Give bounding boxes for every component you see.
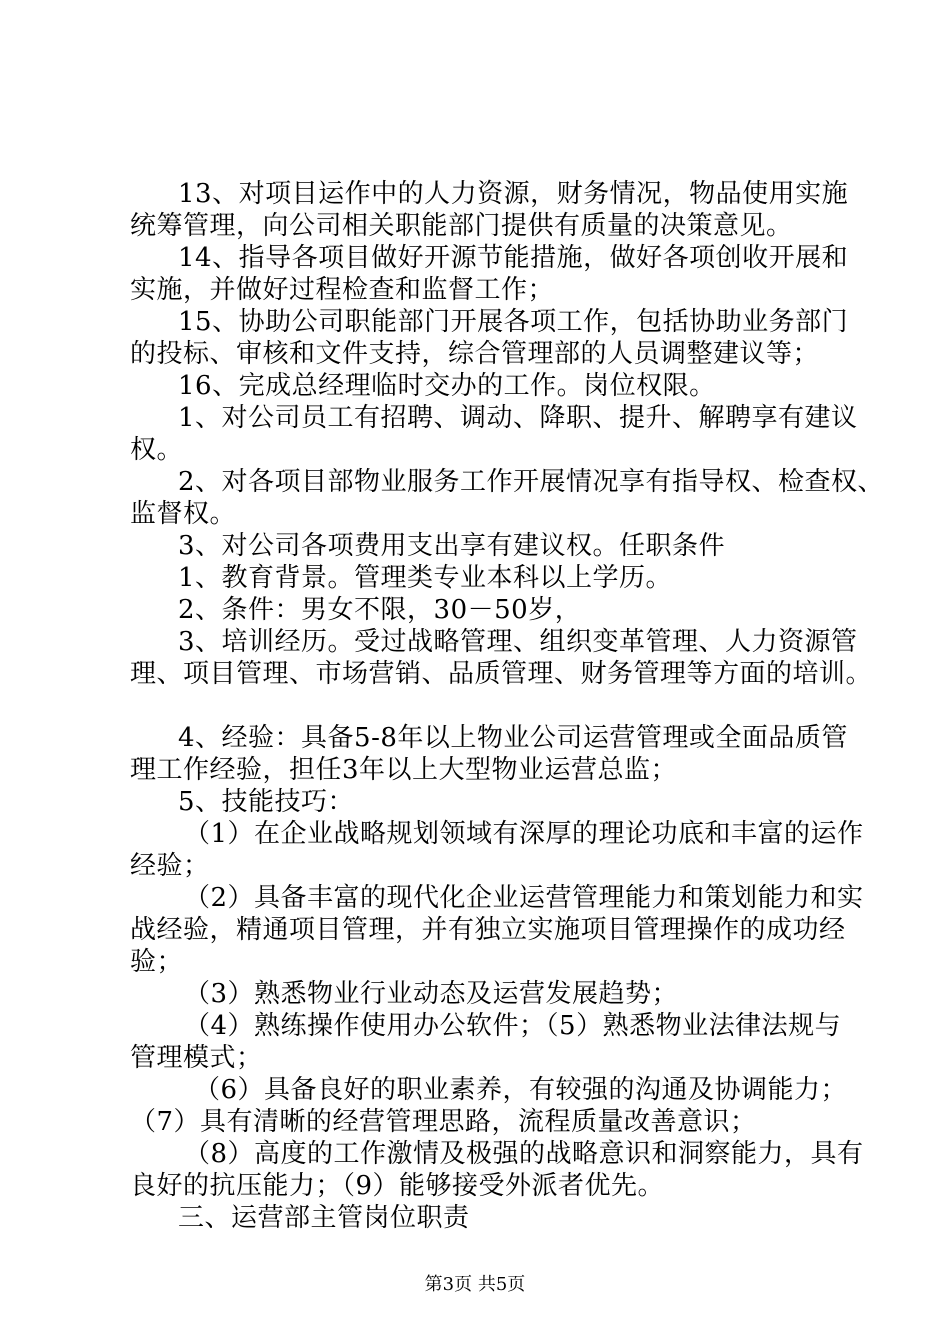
page-footer: 第3页 共5页: [424, 1274, 526, 1295]
text-line: 13、对项目运作中的人力资源，财务情况，物品使用实施: [178, 179, 849, 209]
text-line: 良好的抗压能力；（9）能够接受外派者优先。: [130, 1171, 665, 1201]
text-line: 2、对各项目部物业服务工作开展情况享有指导权、检查权、: [178, 467, 885, 497]
text-line: 2、条件：男女不限，30－50岁，: [178, 595, 582, 625]
text-line: 15、协助公司职能部门开展各项工作，包括协助业务部门: [178, 307, 849, 337]
text-line: （1）在企业战略规划领域有深厚的理论功底和丰富的运作: [184, 819, 864, 849]
text-line: （3）熟悉物业行业动态及运营发展趋势；: [184, 979, 679, 1009]
text-line: 的投标、审核和文件支持，综合管理部的人员调整建议等；: [130, 339, 820, 369]
text-line: 实施，并做好过程检查和监督工作；: [130, 275, 555, 305]
text-line: 14、指导各项目做好开源节能措施，做好各项创收开展和: [178, 243, 849, 273]
text-line: 16、完成总经理临时交办的工作。岗位权限。: [178, 371, 716, 401]
text-line: 5、技能技巧：: [178, 787, 355, 817]
text-line: 理、项目管理、市场营销、品质管理、财务管理等方面的培训。: [130, 659, 873, 689]
text-line: 3、培训经历。受过战略管理、组织变革管理、人力资源管: [178, 627, 858, 657]
section-heading: 三、运营部主管岗位职责: [178, 1203, 470, 1233]
text-line: 管理模式；: [130, 1043, 263, 1073]
text-line: （4）熟练操作使用办公软件；（5）熟悉物业法律法规与: [184, 1011, 842, 1041]
text-line: （8）高度的工作激情及极强的战略意识和洞察能力，具有: [184, 1139, 864, 1169]
text-line: 经验；: [130, 851, 210, 881]
text-line: 3、对公司各项费用支出享有建议权。任职条件: [178, 531, 726, 561]
text-line: （7）具有清晰的经营管理思路，流程质量改善意识；: [130, 1107, 757, 1137]
text-line: 1、教育背景。管理类专业本科以上学历。: [178, 563, 673, 593]
text-line: 统筹管理，向公司相关职能部门提供有质量的决策意见。: [130, 211, 793, 241]
text-line: （6）具备良好的职业素养，有较强的沟通及协调能力；: [194, 1075, 848, 1105]
text-line: 权。: [130, 435, 184, 465]
text-line: 战经验，精通项目管理，并有独立实施项目管理操作的成功经: [130, 915, 846, 945]
text-line: 验；: [130, 947, 184, 977]
text-line: （2）具备丰富的现代化企业运营管理能力和策划能力和实: [184, 883, 864, 913]
text-line: 1、对公司员工有招聘、调动、降职、提升、解聘享有建议: [178, 403, 858, 433]
text-line: 监督权。: [130, 499, 237, 529]
text-line: 理工作经验，担任3年以上大型物业运营总监；: [130, 755, 678, 785]
text-line: 4、经验：具备5-8年以上物业公司运营管理或全面品质管: [178, 723, 848, 753]
